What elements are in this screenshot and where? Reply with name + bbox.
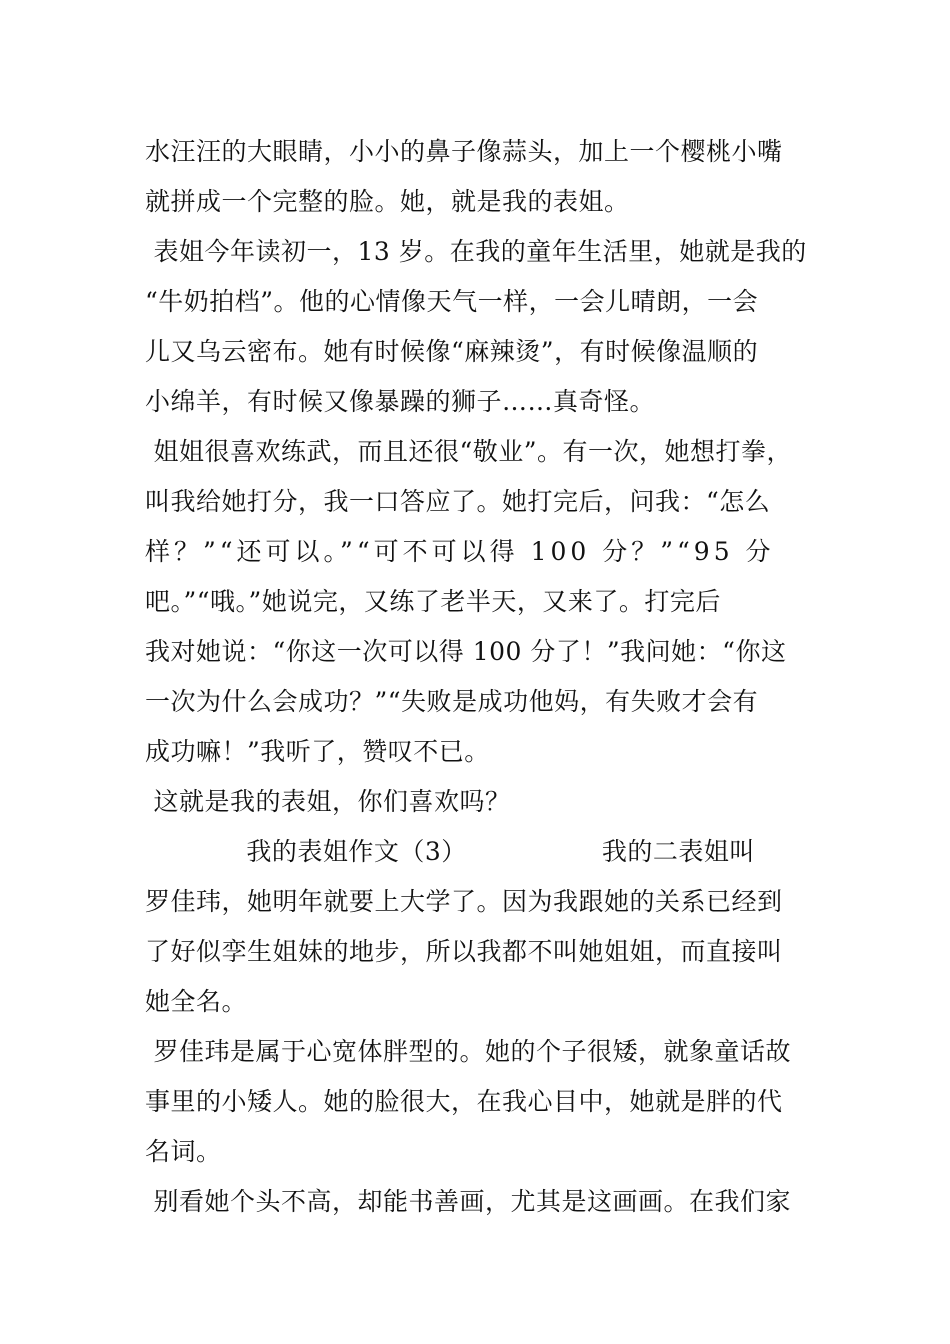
text-line: 罗佳玮，她明年就要上大学了。因为我跟她的关系已经到: [145, 887, 783, 916]
section-heading-line: 我的表姐作文（3） 我的二表姐叫: [145, 837, 755, 866]
text-line: 叫我给她打分，我一口答应了。她打完后，问我：“怎么: [145, 487, 771, 516]
text-line: 别看她个头不高，却能书善画，尤其是这画画。在我们家: [145, 1187, 791, 1216]
text-line: 这就是我的表姐，你们喜欢吗？: [145, 787, 511, 816]
text-line: 样？”“还可以。”“可不可以得 100 分？”“95 分: [145, 537, 775, 566]
text-line: 表姐今年读初一，13 岁。在我的童年生活里，她就是我的: [145, 237, 807, 266]
text-line: 了好似孪生姐妹的地步，所以我都不叫她姐姐，而直接叫: [145, 937, 783, 966]
text-line: 儿又乌云密布。她有时候像“麻辣烫”，有时候像温顺的: [145, 337, 759, 366]
text-line: 小绵羊，有时候又像暴躁的狮子……真奇怪。: [145, 387, 656, 416]
text-line: 姐姐很喜欢练武，而且还很“敬业”。有一次，她想打拳，: [145, 437, 793, 466]
text-line: 就拼成一个完整的脸。她，就是我的表姐。: [145, 187, 630, 216]
text-line: 她全名。: [145, 987, 248, 1016]
text-line: 一次为什么会成功？”“失败是成功他妈，有失败才会有: [145, 687, 759, 716]
text-line: 事里的小矮人。她的脸很大，在我心目中，她就是胖的代: [145, 1087, 783, 1116]
text-line: “牛奶拍档”。他的心情像天气一样，一会儿晴朗，一会: [145, 287, 759, 316]
text-line: 水汪汪的大眼睛，小小的鼻子像蒜头，加上一个樱桃小嘴: [145, 137, 783, 166]
text-line: 我对她说：“你这一次可以得 100 分了！”我问她：“你这: [145, 637, 787, 666]
text-line: 吧。”“哦。”她说完，又练了老半天，又来了。打完后: [145, 587, 721, 616]
text-line: 名词。: [145, 1137, 222, 1166]
text-line: 罗佳玮是属于心宽体胖型的。她的个子很矮，就象童话故: [145, 1037, 791, 1066]
text-line: 成功嘛！”我听了，赞叹不已。: [145, 737, 490, 766]
